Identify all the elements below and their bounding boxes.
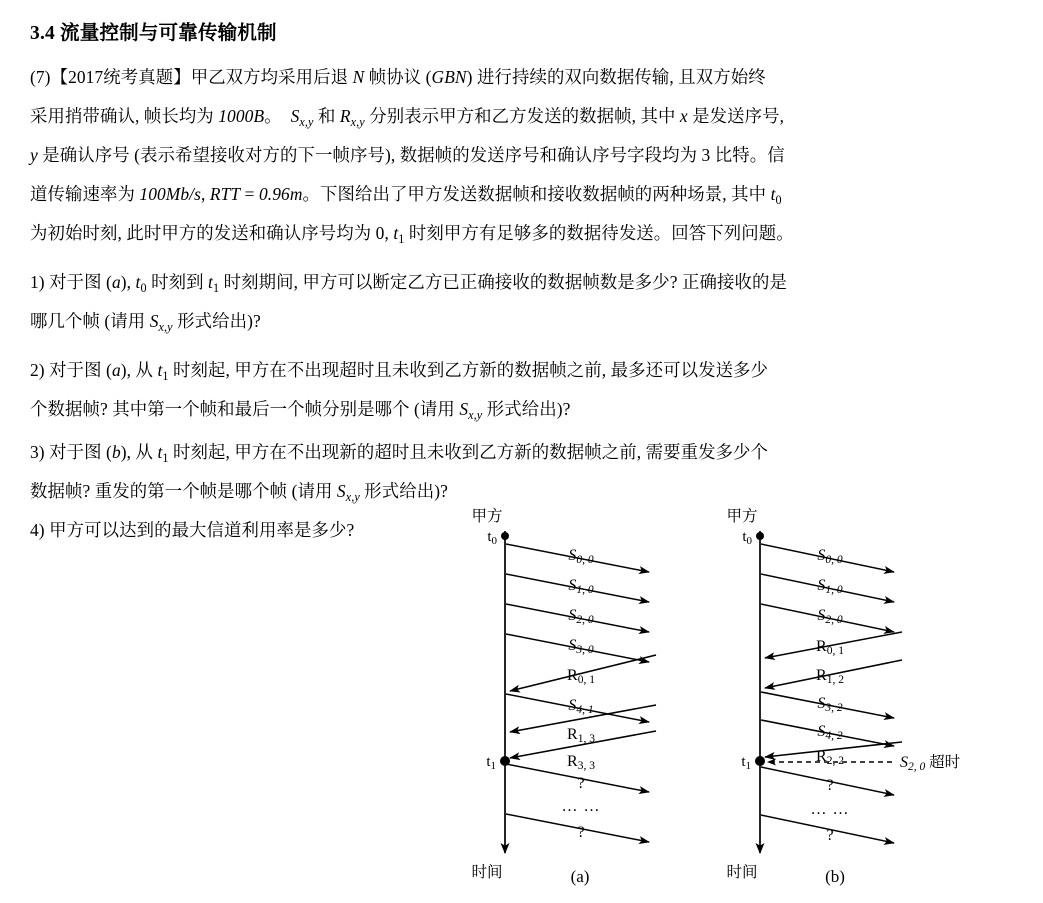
problem-statement bbox=[30, 58, 1015, 253]
figure-a-label-r01: R0, 1 bbox=[567, 667, 595, 686]
problem-line-4: 道传输速率为 100Mb/s, RTT = 0.96m。下图给出了甲方发送数据帧和接收数据帧的两种场景, 其中 $t_0$ bbox=[30, 184, 782, 207]
figure-a-t0-label: $t_0$ bbox=[487, 529, 497, 547]
figure-a-label-r13: R1, 3 bbox=[567, 726, 595, 745]
figure-a bbox=[471, 507, 656, 886]
problem-line-2: 采用捎带确认, 帧长均为 1000B。 $S_{x,y}$ 和 $R_{x,y}$ 分别表示甲方和乙方发送的数据帧, 其中 x 是发送序号, bbox=[30, 106, 785, 129]
figure-b-label-s32: S3, 2 bbox=[817, 695, 843, 714]
figure-b-label-r01: R0, 1 bbox=[816, 638, 844, 657]
figure-b-caption: (b) bbox=[825, 867, 845, 886]
problem-line-5: 为初始时刻, 此时甲方的发送和确认序号均为 0, $t_1$ 时刻甲方有足够多的数据待发送。回答下列问题。 bbox=[30, 223, 794, 246]
figure-a-label-q1: ? bbox=[577, 775, 585, 792]
figure-b-label-s10: S1, 0 bbox=[817, 577, 843, 596]
figure-b bbox=[726, 507, 960, 886]
question-4-line-1: 4) 甲方可以达到的最大信道利用率是多少? bbox=[30, 520, 355, 540]
figure-a-label-s41: S4, 1 bbox=[568, 697, 594, 716]
figure-a-t1-label: $t_1$ bbox=[486, 754, 496, 772]
figure-a-sender-label: 甲方 bbox=[471, 508, 503, 525]
figure-a-caption: (a) bbox=[570, 867, 590, 886]
figure-b-t0-marker bbox=[756, 532, 764, 540]
problem-line-1: (7)【2017统考真题】甲乙双方均采用后退 N 帧协议 (GBN) 进行持续的双向数据传输, 且双方始终 bbox=[30, 67, 766, 87]
figure-b-label-q2: ? bbox=[826, 827, 834, 844]
problem-line-3: y 是确认序号 (表示希望接收对方的下一帧序号), 数据帧的发送序号和确认序号字段均为 3 比特。信 bbox=[30, 145, 785, 165]
question-1 bbox=[30, 263, 1015, 341]
figure-a-label-s30: S3, 0 bbox=[568, 637, 594, 656]
figure-a-time-label: 时间 bbox=[471, 864, 503, 881]
figure-b-label-q1: ? bbox=[826, 777, 834, 794]
timing-diagrams bbox=[455, 505, 1015, 895]
question-3-line-1: 3) 对于图 (b), 从 $t_1$ 时刻起, 甲方在不出现新的超时且未收到乙方新的数据帧之前, 需要重发多少个 bbox=[30, 442, 769, 465]
question-3 bbox=[30, 433, 1015, 511]
page-title: 3.4 流量控制与可靠传输机制 bbox=[30, 23, 277, 44]
figure-b-t0-label: $t_0$ bbox=[742, 529, 752, 547]
question-3-line-2: 数据帧? 重发的第一个帧是哪个帧 (请用 $S_{x,y}$ 形式给出)? bbox=[30, 481, 448, 504]
question-1-line-2: 哪几个帧 (请用 $S_{x,y}$ 形式给出)? bbox=[30, 311, 261, 334]
figure-b-label-ellipsis: … … bbox=[810, 801, 850, 818]
figure-b-label-s20: S2, 0 bbox=[817, 607, 843, 626]
figure-b-t1-marker bbox=[755, 756, 765, 766]
figure-b-label-s00: S0, 0 bbox=[817, 547, 843, 566]
figure-a-label-s00: S0, 0 bbox=[568, 547, 594, 566]
figure-a-label-s10: S1, 0 bbox=[568, 577, 594, 596]
figure-b-label-r22: R2, 2 bbox=[816, 748, 844, 767]
figure-b-sender-label: 甲方 bbox=[726, 508, 758, 525]
figure-b-label-s42: S4, 2 bbox=[817, 723, 843, 742]
figure-b-timeout-label: S2, 0 超时 bbox=[900, 754, 961, 773]
figure-a-label-ellipsis: … … bbox=[561, 798, 601, 815]
figure-b-time-label: 时间 bbox=[726, 864, 758, 881]
gbn-sequence-diagrams bbox=[455, 505, 1015, 895]
figure-b-label-r12: R1, 2 bbox=[816, 667, 844, 686]
question-2-line-2: 个数据帧? 其中第一个帧和最后一个帧分别是哪个 (请用 $S_{x,y}$ 形式给出)? bbox=[30, 399, 571, 422]
question-4 bbox=[30, 511, 460, 550]
figure-b-t1-label: $t_1$ bbox=[741, 754, 751, 772]
question-2 bbox=[30, 351, 1015, 429]
figure-a-t0-marker bbox=[501, 532, 509, 540]
question-2-line-1: 2) 对于图 (a), 从 $t_1$ 时刻起, 甲方在不出现超时且未收到乙方新的数据帧之前, 最多还可以发送多少 bbox=[30, 360, 769, 383]
figure-a-label-s20: S2, 0 bbox=[568, 607, 594, 626]
figure-a-label-q2: ? bbox=[577, 824, 585, 841]
figure-a-label-r33: R3, 3 bbox=[567, 753, 595, 772]
question-1-line-1: 1) 对于图 (a), $t_0$ 时刻到 $t_1$ 时刻期间, 甲方可以断定乙方已正确接收的数据帧数是多少? 正确接收的是 bbox=[30, 272, 787, 295]
